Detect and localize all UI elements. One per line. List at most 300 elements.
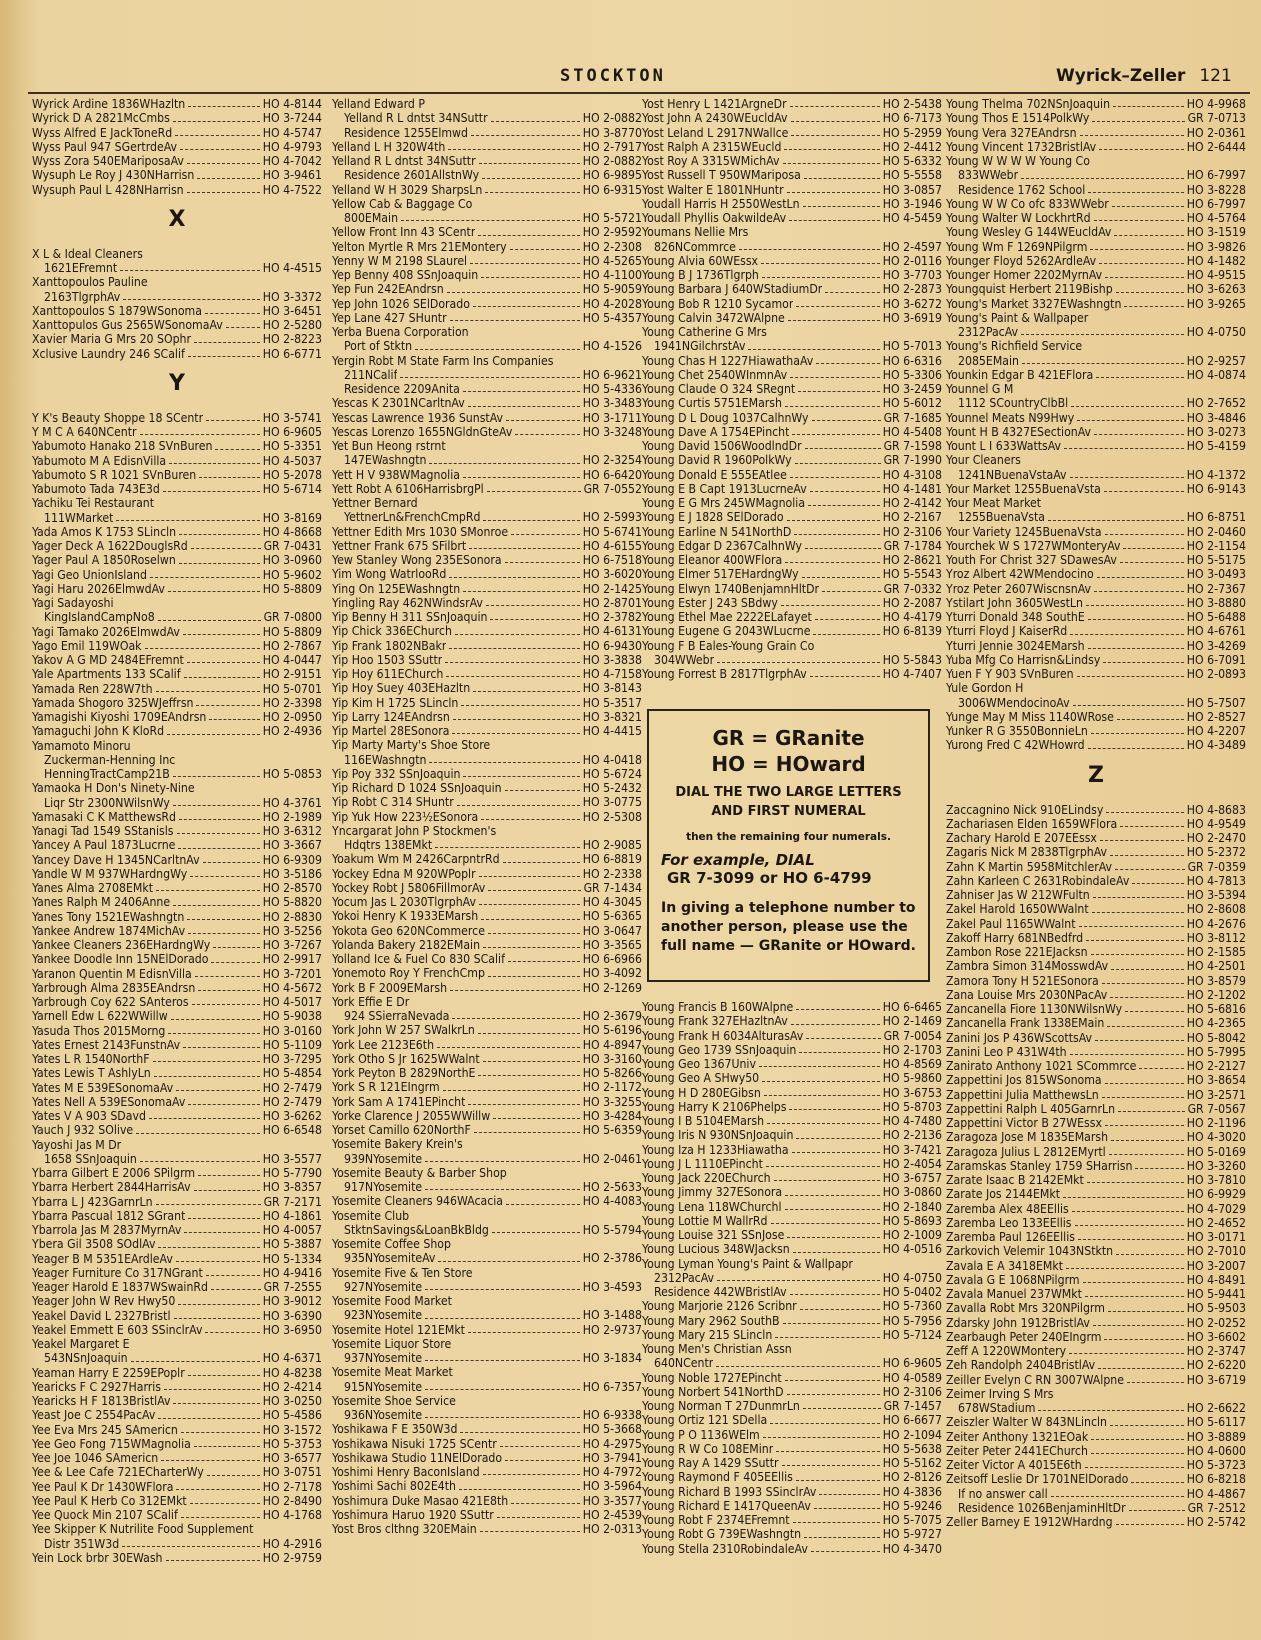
dot-leader — [469, 539, 580, 549]
dot-leader — [1077, 411, 1184, 421]
listing-name: Yada Amos K 1753 SLincln — [32, 524, 177, 539]
section-letter: Z — [1088, 762, 1104, 788]
phone-number: HO 3-5964 — [582, 1479, 642, 1494]
listing-name: Yip Benny H 311 SSnJoaquin — [332, 610, 488, 624]
listing-name: Zaremba Leo 133EEllis — [946, 1215, 1072, 1230]
listing-name: Zavala G E 1068NPilgrm — [946, 1272, 1080, 1287]
listing-entry — [32, 1351, 322, 1365]
phone-number: GR 7-1784 — [883, 538, 942, 553]
listing-name: Young I B 5104EMarsh — [642, 1114, 765, 1128]
listing-name: Yee Paul K Dr 1430WFlora — [32, 1479, 174, 1494]
dot-leader — [184, 667, 260, 677]
dot-leader — [767, 1114, 880, 1124]
phone-number: HO 4-8144 — [262, 97, 322, 111]
phone-number: HO 4-2676 — [1186, 916, 1246, 931]
dot-leader — [491, 111, 580, 121]
listing-name: 1112 SCountryClbBl — [958, 396, 1069, 411]
dot-leader — [814, 1499, 880, 1509]
listing-entry — [946, 1373, 1246, 1387]
listing-name: Zeh Randolph 2404BristlAv — [946, 1358, 1096, 1373]
listing-name: Zarkovich Velemir 1043NStktn — [946, 1244, 1114, 1259]
phone-number: HO 4-1482 — [1186, 253, 1246, 268]
listing-entry — [946, 567, 1246, 581]
phone-number: HO 4-6761 — [1186, 624, 1246, 639]
listing-entry — [32, 667, 322, 681]
phone-number: HO 5-7013 — [882, 339, 942, 354]
listing-heading: Xanttopoulos Pauline — [32, 275, 148, 290]
listing-entry — [946, 596, 1246, 610]
listing-entry — [946, 1415, 1246, 1429]
listing-entry — [32, 1066, 322, 1080]
phone-number: HO 3-9461 — [262, 168, 322, 183]
listing-entry — [332, 567, 642, 581]
listing-name: Your Market 1255BuenaVsta — [946, 481, 1101, 496]
dot-leader — [1087, 1173, 1184, 1183]
listing-entry — [946, 1316, 1246, 1330]
listing-name: Yost Roy A 3315WMichAv — [642, 154, 780, 168]
listing-entry — [642, 1114, 942, 1128]
phone-number: HO 2-4054 — [882, 1156, 942, 1171]
listing-entry — [946, 368, 1246, 382]
listing-name: Yip Hoo 1503 SSuttr — [332, 652, 443, 667]
dot-leader — [425, 1380, 580, 1390]
phone-number: HO 4-0057 — [262, 1223, 322, 1237]
listing-entry — [32, 967, 322, 981]
dot-leader — [163, 482, 260, 492]
listing-name: Young Frank 327EHazltnAv — [642, 1014, 788, 1029]
listing-entry — [32, 895, 322, 909]
listing-name: Zambra Simon 314MosswdAv — [946, 959, 1109, 974]
listing-entry — [946, 653, 1246, 667]
listing-name: YettnerLn&FrenchCmpRd — [344, 510, 481, 525]
listing-name: Zahniser Jas W 212WFultn — [946, 888, 1090, 902]
listing-name: Wyrick D A 2821McCmbs — [32, 111, 170, 126]
dot-leader — [1135, 1159, 1183, 1169]
listing-name: Zearbaugh Peter 240EIngrm — [946, 1329, 1102, 1344]
listing-name: Yeager Furniture Co 317NGrant — [32, 1265, 203, 1280]
listing-heading: Young Lyman Young's Paint & Wallpapr — [642, 1256, 853, 1271]
listing-name: Yelland R L dntst 34NSuttr — [332, 154, 476, 168]
phone-number: HO 3-0775 — [582, 795, 642, 810]
dot-leader — [187, 653, 260, 663]
dot-leader — [500, 1437, 580, 1447]
phone-number: HO 3-8321 — [582, 709, 642, 724]
listing-name: Zachariasen Elden 1659WFlora — [946, 816, 1118, 831]
dot-leader — [425, 1308, 580, 1318]
phone-number: HO 2-3782 — [582, 610, 642, 624]
listing-entry — [32, 482, 322, 496]
phone-number: HO 2-5993 — [582, 510, 642, 525]
listing-name: Young Wesley G 144WEucldAv — [946, 225, 1112, 240]
dot-leader — [1109, 1145, 1184, 1155]
listing-name: Young R W Co 108EMinr — [642, 1441, 774, 1456]
listing-name: Yearicks H F 1813BristlAv — [32, 1394, 171, 1408]
dot-leader — [1086, 931, 1184, 941]
phone-number: HO 5-3668 — [582, 1422, 642, 1437]
listing-entry — [946, 817, 1246, 831]
listing-entry — [32, 1081, 322, 1095]
dot-leader — [785, 553, 880, 563]
dot-leader — [785, 1371, 880, 1381]
dot-leader — [783, 1314, 880, 1324]
dot-leader — [140, 1152, 260, 1162]
listing-name: Yoshikawa Nisuki 1725 SCentr — [332, 1436, 497, 1451]
listing-name: Yanes Alma 2708EMkt — [32, 881, 153, 895]
phone-number: HO 2-1425 — [582, 581, 642, 596]
phone-number: HO 4-7972 — [582, 1465, 642, 1479]
dot-leader — [770, 1413, 880, 1423]
listing-name: Zeiller Evelyn C RN 3007WAlpne — [946, 1372, 1124, 1387]
listing-name: Zaccagnino Nick 910ELindsy — [946, 802, 1104, 817]
listing-heading: Yeakel Margaret E — [32, 1337, 130, 1351]
dot-leader — [798, 382, 880, 392]
listing-entry — [332, 282, 642, 296]
listing-name: Your Variety 1245BuenaVsta — [946, 524, 1102, 539]
listing-name: Young Bob R 1210 Sycamor — [642, 296, 794, 311]
listing-name: Yagi Tamako 2026ElmwdAv — [32, 624, 180, 639]
dot-leader — [1078, 1230, 1184, 1240]
listing-name: Young Thos E 1514PolkWy — [946, 111, 1090, 126]
dot-leader — [1116, 1515, 1184, 1525]
dot-leader — [1092, 902, 1184, 912]
listing-heading: Young Men's Christian Assn — [642, 1342, 792, 1356]
listing-name: Zachary Harold E 207EEssx — [946, 831, 1097, 845]
listing-heading: Yule Gordon H — [946, 681, 1024, 696]
listing-entry — [946, 1173, 1246, 1187]
dot-leader — [425, 1408, 580, 1418]
listing-name: Zavalla Robt Mrs 320NPilgrm — [946, 1301, 1105, 1316]
phone-number: HO 2-4214 — [262, 1379, 322, 1394]
dot-leader — [213, 938, 260, 948]
listing-entry — [946, 1116, 1246, 1130]
phone-number: HO 2-9151 — [262, 667, 322, 682]
listing-name: Yancey Dave H 1345NCarltnAv — [32, 852, 200, 867]
listing-name: Wysuph Le Roy J 430NHarrisn — [32, 168, 195, 183]
listing-entry — [642, 339, 942, 353]
listing-name: Yep Lane 427 SHuntr — [332, 310, 447, 325]
listing-heading: Yelland Edward P — [332, 97, 425, 111]
listing-name: Young Ester J 243 SBdwy — [642, 595, 778, 610]
dot-leader — [479, 867, 580, 877]
listing-heading: Yosemite Five & Ten Store — [332, 1265, 473, 1280]
dot-leader — [804, 168, 880, 178]
listing-name: Yein Lock brbr 30EWash — [32, 1550, 163, 1565]
phone-number: HO 3-5741 — [262, 410, 322, 425]
listing-name: Yee Paul K Herb Co 312EMkt — [32, 1493, 187, 1508]
column-2 — [332, 97, 642, 1536]
listing-name: Yurong Fred C 42WHowrd — [946, 738, 1085, 753]
listing-heading: Yee Skipper K Nutrilite Food Supplement — [32, 1522, 254, 1537]
phone-number: HO 2-0893 — [1186, 667, 1246, 681]
listing-entry — [332, 909, 642, 923]
listing-entry — [32, 610, 322, 624]
phone-number: HO 4-9515 — [1186, 268, 1246, 282]
listing-entry — [642, 240, 942, 254]
phone-number: HO 2-3106 — [882, 524, 942, 539]
dot-leader — [190, 867, 260, 877]
listing-name: Yamaguchi John K KloRd — [32, 724, 165, 739]
dot-leader — [802, 567, 880, 577]
listing-entry — [946, 917, 1246, 931]
listing-name: Yelland L H 320W4th — [332, 139, 446, 154]
dot-leader — [789, 211, 880, 221]
listing-name: Zahn Karleen C 2631RobindaleAv — [946, 873, 1130, 888]
listing-name: Young Calvin 3472WAlpne — [642, 310, 785, 325]
dot-leader — [174, 1309, 260, 1319]
phone-number: HO 3-6272 — [882, 296, 942, 311]
listing-name: Yip Yuk How 223½ESonora — [332, 809, 479, 824]
phone-number: HO 4-7042 — [262, 154, 322, 168]
dot-leader — [800, 1299, 880, 1309]
listing-entry — [32, 411, 322, 425]
dot-leader — [790, 97, 880, 107]
listing-name: Yago Emil 119WOak — [32, 638, 142, 653]
listing-heading: X L & Ideal Cleaners — [32, 246, 143, 261]
dot-leader — [1075, 1216, 1184, 1226]
listing-entry — [642, 1271, 942, 1285]
listing-entry — [32, 1152, 322, 1166]
listing-entry — [332, 1038, 642, 1052]
listing-entry — [642, 154, 942, 168]
listing-entry — [332, 1351, 642, 1365]
phone-number: GR 7-2171 — [263, 1194, 322, 1209]
dot-leader — [179, 810, 260, 820]
listing-entry — [946, 510, 1246, 524]
listing-entry — [332, 795, 642, 809]
listing-entry — [32, 1323, 322, 1337]
listing-name: Yager Deck A 1622DouglsRd — [32, 539, 188, 553]
listing-name: Yim Wong WatrlooRd — [332, 567, 447, 582]
listing-heading: Youmans Nellie Mrs — [642, 225, 749, 240]
listing-entry — [332, 781, 642, 795]
listing-entry — [946, 860, 1246, 874]
phone-number: GR 7-2512 — [1187, 1500, 1246, 1515]
listing-name: 2085EMain — [958, 353, 1020, 368]
listing-name: Yost John A 2430WEucldAv — [642, 111, 788, 126]
dot-leader — [415, 339, 580, 349]
phone-number: HO 3-8357 — [262, 1180, 322, 1195]
listing-entry — [946, 945, 1246, 959]
listing-name: Yount L I 633WattsAv — [946, 439, 1062, 453]
listing-entry — [642, 510, 942, 524]
phone-number: HO 6-6465 — [882, 1000, 942, 1014]
dot-leader — [813, 624, 879, 634]
dot-leader — [804, 1527, 880, 1537]
phone-number: HO 3-0160 — [262, 1023, 322, 1038]
listing-name: Yasuda Thos 2015Morng — [32, 1023, 166, 1038]
listing-name: Yee Quock Min 2107 SCalif — [32, 1508, 178, 1522]
listing-name: Young David R 1960PolkWy — [642, 453, 792, 468]
listing-entry — [332, 468, 642, 482]
listing-name: Young Richard B 1993 SSinclrAv — [642, 1484, 817, 1499]
listing-entry — [946, 425, 1246, 439]
listing-name: Wyss Alfred E JackToneRd — [32, 125, 173, 140]
listing-name: Yost Russell T 950WMariposa — [642, 168, 801, 183]
dot-leader — [1085, 1458, 1184, 1468]
listing-name: Zanirato Anthony 1021 SCommrce — [946, 1059, 1137, 1073]
phone-number: HO 2-4412 — [882, 139, 942, 154]
listing-name: 935NYosemiteAv — [344, 1251, 436, 1266]
dot-leader — [1099, 140, 1184, 150]
listing-name: Youngquist Herbert 2119Bishp — [946, 282, 1113, 297]
phone-number: GR 7-0359 — [1187, 859, 1246, 874]
listing-entry — [32, 838, 322, 852]
dot-leader — [1085, 1287, 1184, 1297]
dot-leader — [180, 140, 260, 150]
listing-entry — [332, 1308, 642, 1322]
phone-number: HO 2-6220 — [1186, 1358, 1246, 1373]
phone-number: HO 6-7997 — [1186, 196, 1246, 211]
listing-name: Hdqtrs 138EMkt — [344, 838, 433, 852]
listing-entry — [946, 553, 1246, 567]
listing-entry — [32, 881, 322, 895]
listing-entry — [32, 290, 322, 304]
dot-leader — [793, 1242, 880, 1252]
dot-leader — [511, 525, 580, 535]
listing-name: Yturri Jennie 3024EMarsh — [946, 638, 1085, 653]
listing-name: Zaremba Paul 126EEllis — [946, 1230, 1075, 1244]
listing-name: Zdarsky John 1912BristlAv — [946, 1315, 1090, 1330]
listing-name: 211NCalif — [344, 367, 398, 382]
phone-number: HO 2-1202 — [1186, 987, 1246, 1002]
listing-entry — [642, 1470, 942, 1484]
phone-number: HO 6-9309 — [262, 852, 322, 867]
dot-leader — [1064, 439, 1184, 449]
listing-name: Yeager B M 5351EArdleAv — [32, 1251, 173, 1266]
dot-leader — [161, 1451, 260, 1461]
phone-number: HO 3-8169 — [262, 510, 322, 525]
phone-number: HO 2-2136 — [882, 1128, 942, 1143]
phone-number: HO 2-3679 — [582, 1009, 642, 1023]
remaining-numerals-note: then the remaining four numerals. — [686, 831, 891, 843]
listing-name: Young Lottie M WallrRd — [642, 1213, 768, 1228]
dot-leader — [205, 304, 260, 314]
listing-name: Young Elmer 517EHardngWy — [642, 567, 799, 582]
dot-leader — [1105, 1116, 1184, 1126]
dot-leader — [177, 824, 260, 834]
listing-entry — [642, 667, 942, 681]
listing-entry — [32, 924, 322, 938]
listing-entry — [642, 1314, 942, 1328]
dot-leader — [1088, 610, 1184, 620]
dot-leader — [166, 1551, 260, 1561]
dot-leader — [207, 1465, 260, 1475]
dot-leader — [468, 396, 580, 406]
listing-entry — [32, 995, 322, 1009]
dot-leader — [457, 795, 580, 805]
listing-entry — [32, 425, 322, 439]
listing-entry — [946, 1444, 1246, 1458]
dot-leader — [188, 347, 260, 357]
dot-leader — [197, 168, 259, 178]
listing-name: Young Robt F 2374EFremnt — [642, 1513, 790, 1527]
dot-leader — [211, 1280, 261, 1290]
listing-entry — [946, 268, 1246, 282]
dot-leader — [173, 796, 260, 806]
listing-name: Residence 1762 School — [958, 182, 1086, 197]
dot-leader — [790, 368, 880, 378]
listing-name: Yeakel Emmett E 603 SSinclrAv — [32, 1322, 203, 1337]
listing-entry — [642, 1057, 942, 1071]
listing-name: 1621EFremnt — [44, 261, 118, 275]
listing-name: 939NYosemite — [344, 1151, 423, 1166]
listing-entry — [32, 710, 322, 724]
listing-entry — [332, 981, 642, 995]
phone-number: HO 5-6365 — [582, 909, 642, 924]
dot-leader — [1092, 111, 1184, 121]
dot-leader — [478, 225, 579, 235]
dot-leader — [506, 1194, 580, 1204]
listing-name: Yockey Edna M 920WPoplr — [332, 866, 476, 881]
listing-entry — [32, 1123, 322, 1137]
listing-name: Xavier Maria G Mrs 20 SOphr — [32, 332, 192, 347]
listing-name: Yett Robt A 6106HarrisbrgPl — [332, 481, 484, 496]
dot-leader — [762, 1071, 880, 1081]
listing-entry — [642, 1242, 942, 1256]
listing-name: Young Lucious 348WJacksn — [642, 1242, 790, 1257]
listing-entry — [32, 1423, 322, 1437]
listing-name: Young Jack 220EChurch — [642, 1171, 771, 1185]
phone-number: HO 3-3577 — [582, 1493, 642, 1508]
listing-name: 147EWashngtn — [344, 453, 427, 468]
phone-number: HO 5-6724 — [582, 766, 642, 781]
listing-name: Yettner Frank 675 SFilbrt — [332, 538, 467, 553]
phone-number: HO 6-8218 — [1186, 1472, 1246, 1487]
listing-entry — [32, 1366, 322, 1380]
phone-number: HO 2-8701 — [582, 595, 642, 610]
listing-heading: Zeimer Irving S Mrs — [946, 1386, 1054, 1401]
dot-leader — [783, 154, 880, 164]
dot-leader — [511, 1494, 580, 1504]
listing-entry — [642, 1371, 942, 1385]
listing-entry — [332, 696, 642, 710]
phone-number: HO 3-3565 — [582, 937, 642, 952]
phone-number: HO 4-4415 — [582, 724, 642, 738]
dot-leader — [483, 938, 580, 948]
listing-entry — [946, 624, 1246, 638]
phone-number: HO 4-3489 — [1186, 738, 1246, 753]
listing-name: Zancanella Frank 1338EMain — [946, 1016, 1105, 1031]
listing-name: Yeager Harold E 1837WSwainRd — [32, 1280, 209, 1294]
listing-name: Yescas K 2301NCarltnAv — [332, 396, 465, 411]
dot-leader — [453, 710, 580, 720]
phone-number: HO 3-6919 — [882, 310, 942, 325]
phone-number: HO 5-6359 — [582, 1123, 642, 1137]
listing-entry — [332, 1465, 642, 1479]
listing-entry — [332, 1123, 642, 1137]
dot-leader — [787, 1385, 880, 1395]
listing-entry — [946, 974, 1246, 988]
dot-leader — [774, 1171, 880, 1181]
dot-leader — [796, 297, 879, 307]
phone-number: HO 3-1711 — [582, 410, 642, 425]
phone-number: HO 2-1009 — [882, 1228, 942, 1242]
listing-name: Zancanella Fiore 1130NWilsnWy — [946, 1002, 1123, 1016]
phone-number: HO 5-9860 — [882, 1071, 942, 1086]
listing-entry — [946, 1501, 1246, 1515]
dot-leader — [492, 1223, 580, 1233]
dot-leader — [1102, 1088, 1184, 1098]
phone-number: HO 3-4846 — [1186, 410, 1246, 425]
listing-heading: Yosemite Coffee Shop — [332, 1237, 451, 1251]
phone-number: HO 5-6012 — [882, 396, 942, 411]
example-numbers: GR 7-3099 or HO 6-4799 — [667, 869, 872, 887]
phone-number: HO 4-1372 — [1186, 467, 1246, 482]
listing-entry — [946, 1287, 1246, 1301]
listing-name: Yoshimi Henry BaconIsland — [332, 1465, 480, 1479]
dot-leader — [1021, 168, 1184, 178]
phone-number: HO 3-3260 — [1186, 1158, 1246, 1173]
